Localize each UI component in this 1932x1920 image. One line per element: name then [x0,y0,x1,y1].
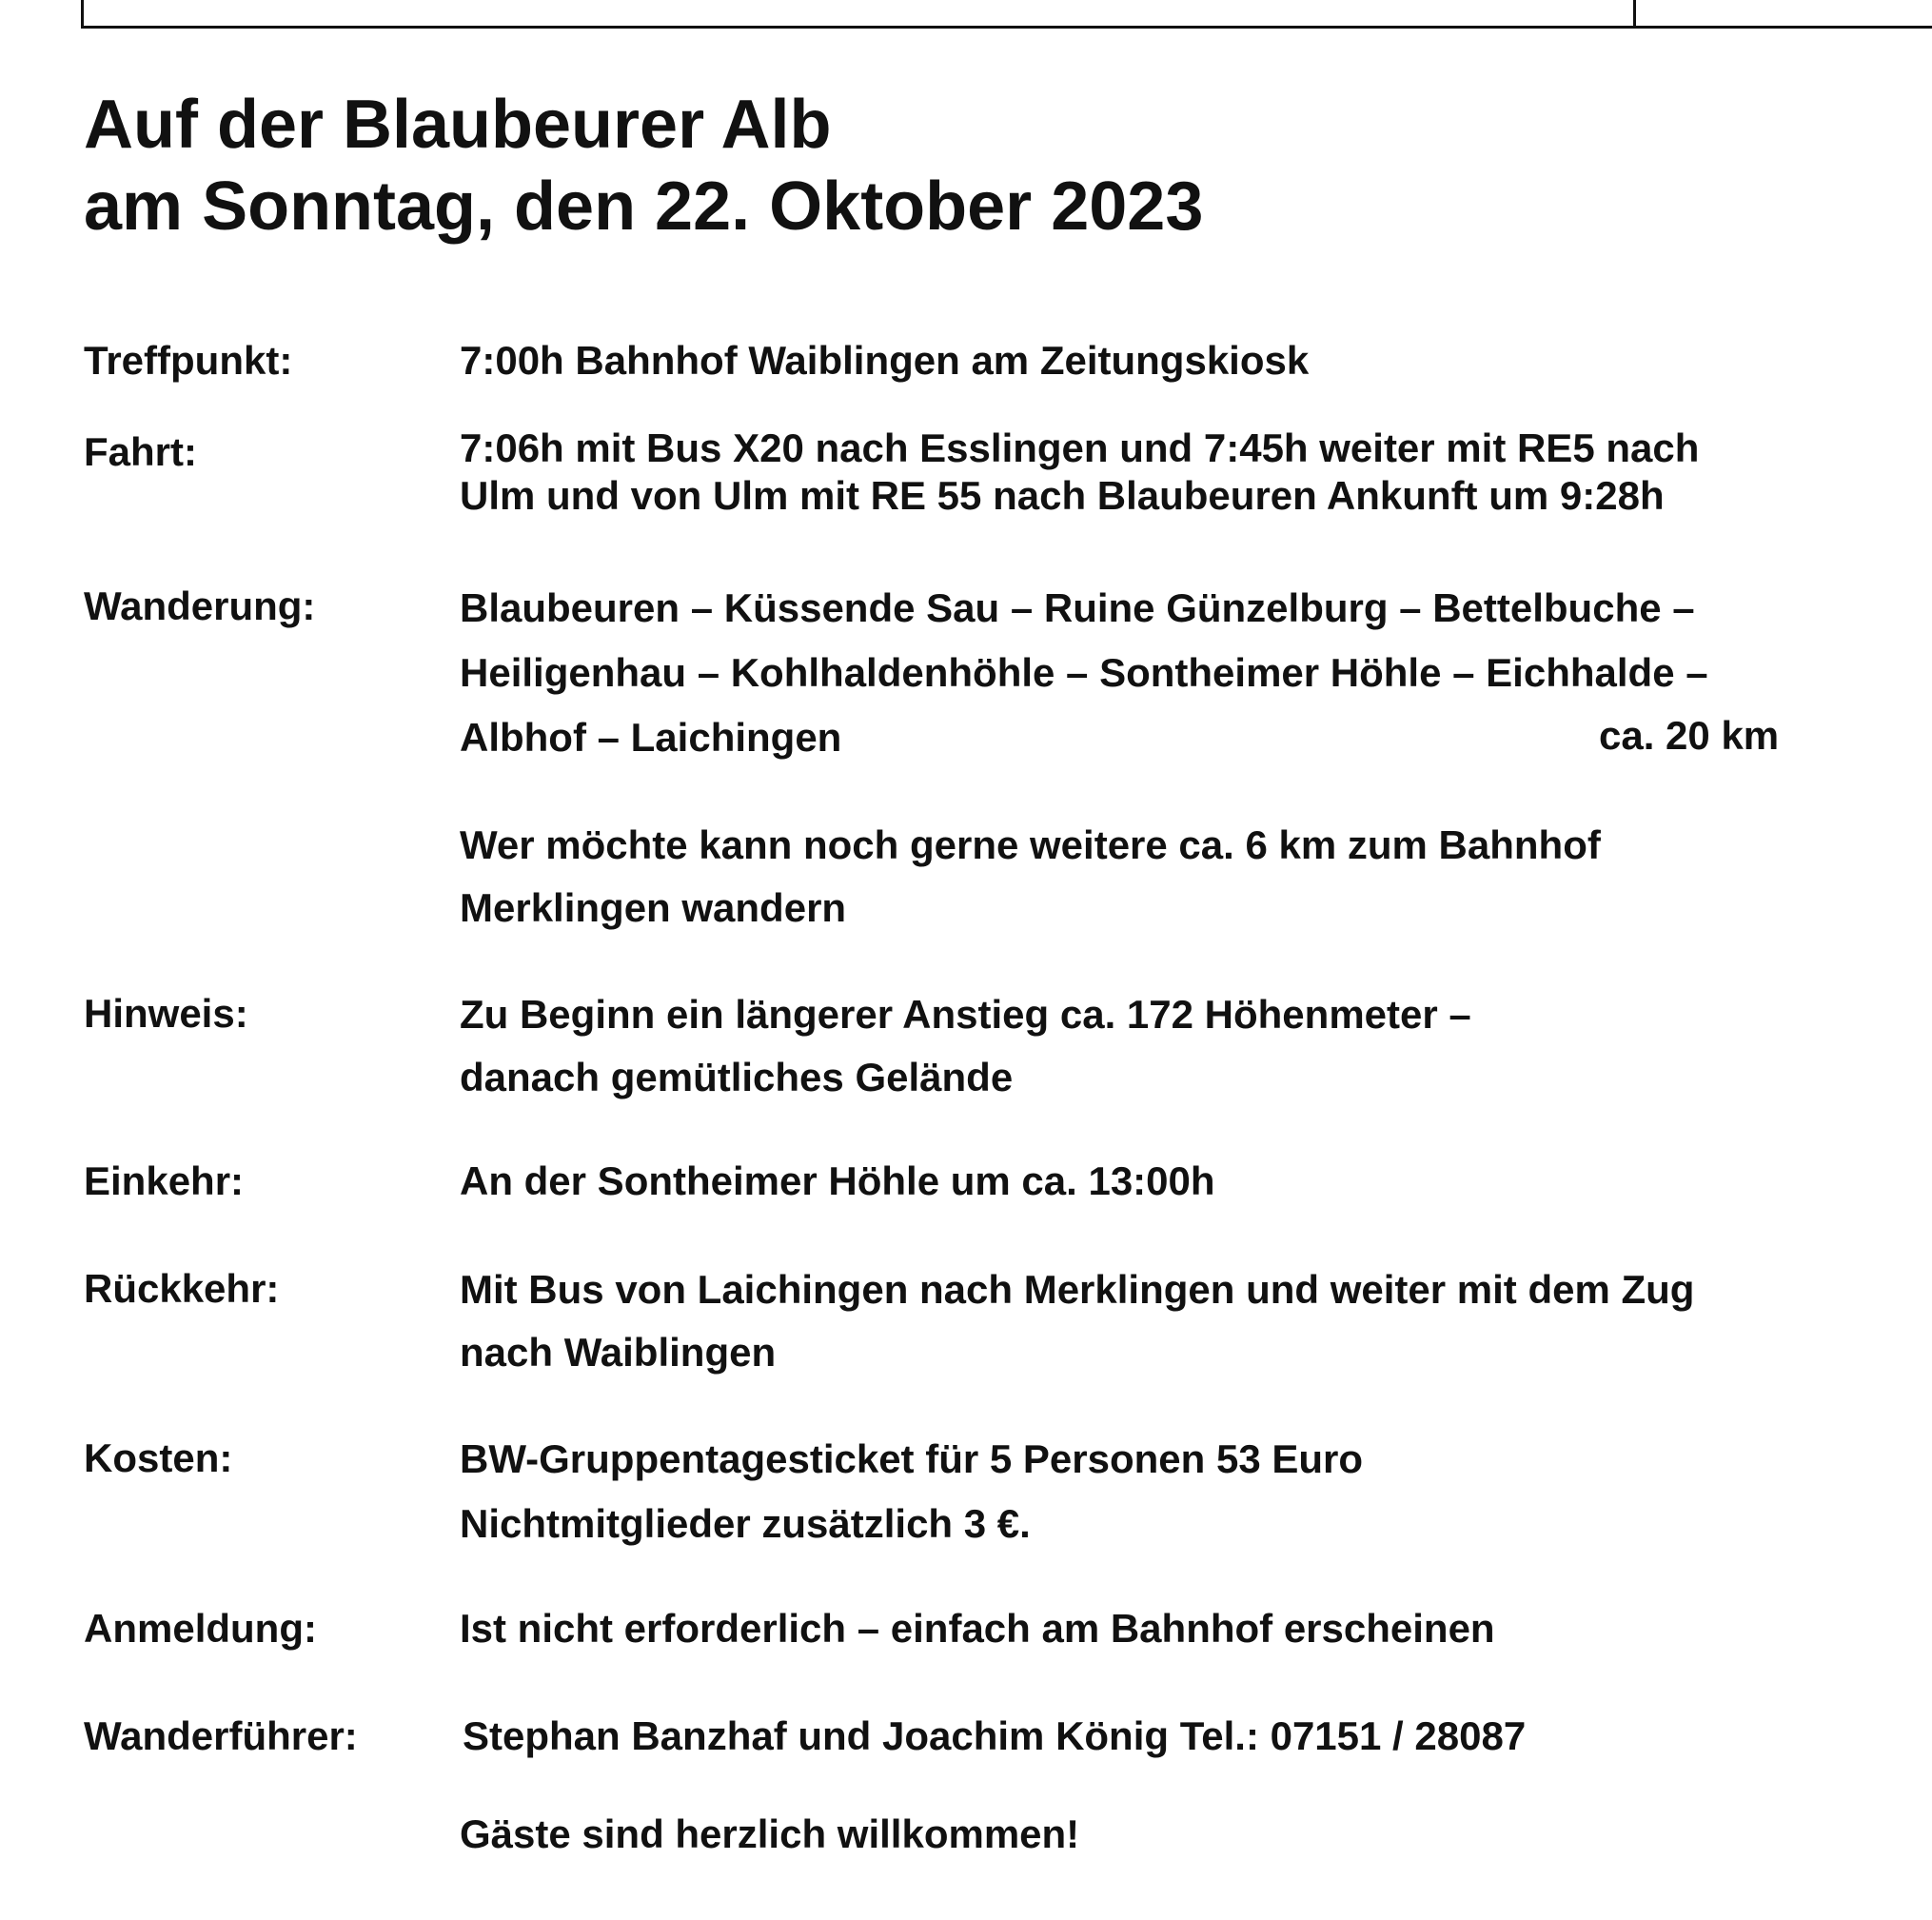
rueckkehr-line-1: Mit Bus von Laichingen nach Merklingen und weiter mit dem Zug [460,1267,1695,1312]
fahrt-line-2: Ulm und von Ulm mit RE 55 nach Blaubeuren Ankunft um 9:28h [460,473,1665,518]
closing-note: Gäste sind herzlich willkommen! [460,1811,1080,1856]
top-table-frame [81,0,1932,29]
rueckkehr-label: Rückkehr: [84,1266,280,1311]
hinweis-value [460,983,1471,1109]
anmeldung-value: Ist nicht erforderlich – einfach am Bahnhof erscheinen [460,1606,1495,1651]
rueckkehr-line-2: nach Waiblingen [460,1330,777,1375]
kosten-label: Kosten: [84,1435,233,1480]
top-table-divider [1633,0,1636,29]
title-line-2: am Sonntag, den 22. Oktober 2023 [84,168,1204,245]
kosten-value [460,1427,1363,1556]
wanderung-line-2: Heiligenhau – Kohlhaldenhöhle – Sontheimer Höhle – Eichhalde – [460,650,1708,695]
kosten-line-2: Nichtmitglieder zusätzlich 3 €. [460,1501,1031,1546]
wanderung-route [460,576,1708,770]
einkehr-value: An der Sontheimer Höhle um ca. 13:00h [460,1158,1215,1203]
wanderung-distance: ca. 20 km [1599,713,1780,758]
fahrt-value [460,425,1699,520]
wanderung-line-3: Albhof – Laichingen [460,715,842,760]
wanderfuehrer-value: Stephan Banzhaf und Joachim König Tel.: 07151 / 28087 [463,1713,1527,1758]
hinweis-line-2: danach gemütliches Gelände [460,1055,1014,1099]
wanderung-extra [460,814,1601,940]
fahrt-label: Fahrt: [84,429,197,474]
page-title [84,84,1203,247]
wanderung-extra-line-1: Wer möchte kann noch gerne weitere ca. 6 km zum Bahnhof [460,822,1601,867]
hinweis-line-1: Zu Beginn ein längerer Anstieg ca. 172 Höhenmeter – [460,992,1471,1037]
wanderung-label: Wanderung: [84,584,316,628]
title-line-1: Auf der Blaubeurer Alb [84,87,832,163]
hinweis-label: Hinweis: [84,991,248,1036]
wanderung-extra-line-2: Merklingen wandern [460,885,847,930]
einkehr-label: Einkehr: [84,1158,245,1203]
fahrt-line-1: 7:06h mit Bus X20 nach Esslingen und 7:45h weiter mit RE5 nach [460,426,1700,470]
wanderung-line-1: Blaubeuren – Küssende Sau – Ruine Günzelburg – Bettelbuche – [460,585,1695,630]
treffpunkt-label: Treffpunkt: [84,338,293,383]
rueckkehr-value [460,1258,1694,1384]
kosten-line-1: BW-Gruppentagesticket für 5 Personen 53 Euro [460,1436,1364,1481]
wanderfuehrer-label: Wanderführer: [84,1713,358,1758]
treffpunkt-value: 7:00h Bahnhof Waiblingen am Zeitungskiosk [460,338,1310,383]
anmeldung-label: Anmeldung: [84,1606,317,1651]
